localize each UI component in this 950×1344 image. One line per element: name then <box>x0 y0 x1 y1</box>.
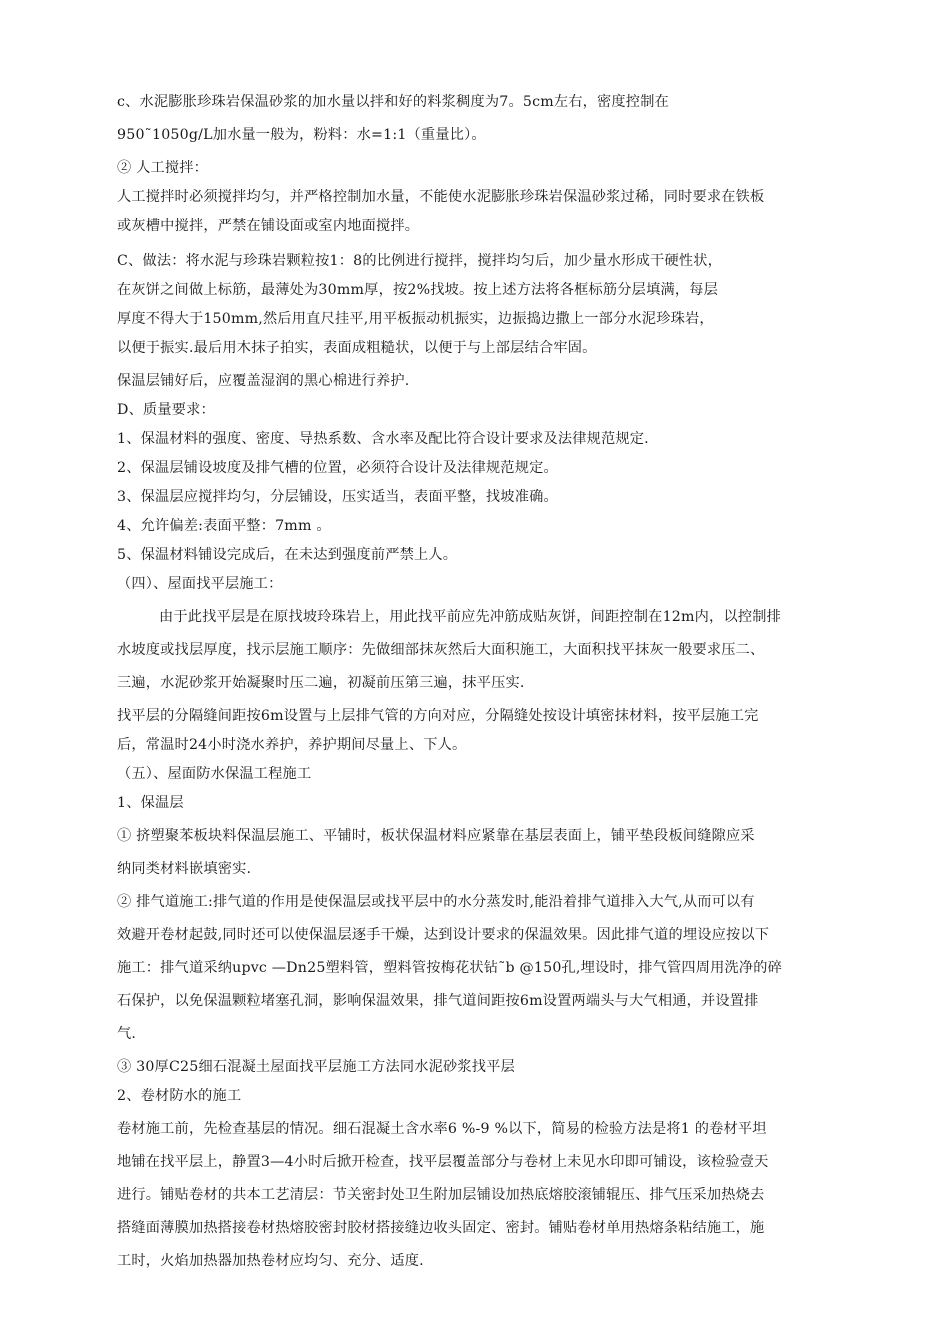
text-line: ③ 30厚C25细石混凝土屋面找平层施工方法同水泥砂浆找平层 <box>117 1059 515 1075</box>
list-item: 3、保温层应搅拌均匀，分层铺设，压实适当，表面平整，找坡准确。 <box>117 489 558 505</box>
list-item: 2、保温层铺设坡度及排气槽的位置，必须符合设计及法律规范规定。 <box>117 460 558 476</box>
text-line: 卷材施工前，先检查基层的情况。细石混凝土含水率6 %-9 %以下，简易的检验方法是将1 的卷材平坦 <box>117 1121 767 1137</box>
text-line: 人工搅拌时必须搅拌均匀，并严格控制加水量，不能使水泥膨胀珍珠岩保温砂浆过稀，同时要求在铁板 <box>117 189 765 205</box>
text-line: 石保护，以免保温颗粒堵塞孔洞，影响保温效果，排气道间距按6m设置两端头与大气相通，并设置排 <box>117 993 759 1009</box>
text-line: 工时，火焰加热器加热卷材应均匀、充分、适度. <box>117 1253 424 1269</box>
section-heading: D、质量要求： <box>117 402 215 418</box>
text-line: 三遍，水泥砂浆开始凝聚时压二遍，初凝前压第三遍，抹平压实. <box>117 675 525 691</box>
text-line: c、水泥膨胀珍珠岩保温砂浆的加水量以拌和好的料浆稠度为7。5cm左右，密度控制在 <box>117 94 669 110</box>
text-line: 气. <box>117 1026 137 1042</box>
text-line: ② 排气道施工:排气道的作用是使保温层或找平层中的水分蒸发时,能沿着排气道排入大气,从而可以有 <box>117 894 755 910</box>
document-body <box>117 88 847 1276</box>
text-line: 找平层的分隔缝间距按6m设置与上层排气管的方向对应，分隔缝处按设计填密抹材料，按平层施工完 <box>117 708 759 724</box>
text-line: C、做法：将水泥与珍珠岩颗粒按1：8的比例进行搅拌，搅拌均匀后，加少量水形成干硬性状， <box>117 253 723 269</box>
text-line: ② 人工搅拌： <box>117 160 209 176</box>
text-line: 950˜1050g/L加水量一般为，粉料：水=1:1（重量比）。 <box>117 127 486 143</box>
text-line: 或灰槽中搅拌，严禁在铺设面或室内地面搅拌。 <box>117 218 420 234</box>
text-line: ① 挤塑聚苯板块料保温层施工、平铺时，板状保温材料应紧靠在基层表面上，铺平垫段板间缝隙应采 <box>117 828 755 844</box>
text-line: 在灰饼之间做上标筋，最薄处为30mm厚，按2%找坡。按上述方法将各框标筋分层填满，每层 <box>117 282 719 298</box>
text-line: 地铺在找平层上，静置3—4小时后掀开检查，找平层覆盖部分与卷材上未见水印即可铺设，该检验壹天 <box>117 1154 769 1170</box>
subsection-heading: 1、保温层 <box>117 795 184 811</box>
text-line: 搭缝面薄膜加热搭接卷材热熔胶密封胶材搭接缝边收头固定、密封。铺贴卷材单用热熔条粘结施工，施 <box>117 1220 765 1236</box>
text-line: 效避开卷材起鼓,同时还可以使保温层逐手干燥，达到设计要求的保温效果。因此排气道的埋设应按以下 <box>117 927 770 943</box>
text-line: 纳同类材料嵌填密实. <box>117 861 252 877</box>
subsection-heading: 2、卷材防水的施工 <box>117 1088 242 1104</box>
list-item: 4、允许偏差:表面平整：7mm 。 <box>117 518 331 534</box>
text-line: 以便于振实.最后用木抹子拍实，表面成粗糙状，以便于与上部层结合牢固。 <box>117 340 597 356</box>
section-heading: （五）、屋面防水保温工程施工 <box>117 766 312 782</box>
list-item: 1、保温材料的强度、密度、导热系数、含水率及配比符合设计要求及法律规范规定. <box>117 431 649 447</box>
list-item: 5、保温材料铺设完成后，在未达到强度前严禁上人。 <box>117 547 458 563</box>
text-line: 施工：排气道采纳upvc —Dn25塑料管，塑料管按梅花状钻˜b @150孔,埋设时，排气管四周用洗净的碎 <box>117 960 783 976</box>
paragraph-first-line: 由于此找平层是在原找坡玲珠岩上，用此找平前应先冲筋成贴灰饼，间距控制在12m内，以控制排 <box>159 609 781 625</box>
section-heading: （四）、屋面找平层施工： <box>117 576 283 592</box>
text-line: 保温层铺好后，应覆盖湿润的黑心棉进行养护. <box>117 373 410 389</box>
text-line: 进行。铺贴卷材的共本工艺清层：节关密封处卫生附加层铺设加热底熔胶滚铺辊压、排气压采加热烧去 <box>117 1187 765 1203</box>
text-line: 水坡度或找层厚度，找示层施工顺序：先做细部抹灰然后大面积施工，大面积找平抹灰一般要求压二、 <box>117 642 765 658</box>
text-line: 厚度不得大于150mm,然后用直尺挂平,用平板振动机振实，边振捣边撒上一部分水泥珍珠岩， <box>117 311 714 327</box>
text-line: 后，常温时24小时浇水养护，养护期间尽量上、下人。 <box>117 737 467 753</box>
